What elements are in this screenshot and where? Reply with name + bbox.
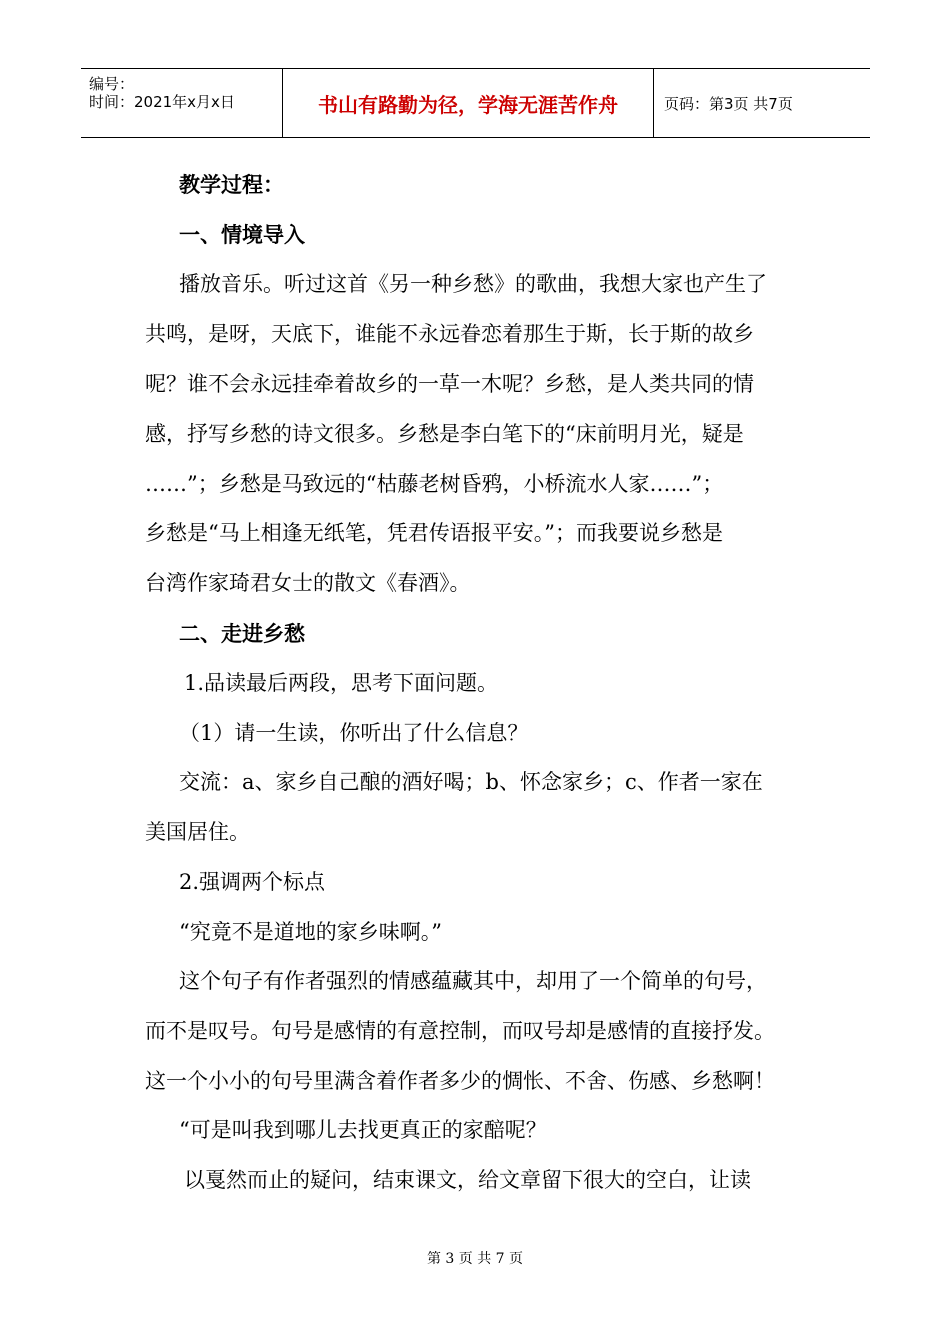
paragraph-line: 以戛然而止的疑问，结束课文，给文章留下很大的空白，让读 — [184, 1168, 751, 1192]
paragraph-line: 交流：a、家乡自己酿的酒好喝；b、怀念家乡；c、作者一家在 — [179, 770, 763, 794]
paragraph-line: 呢？谁不会永远挂牵着故乡的一草一木呢？乡愁，是人类共同的情 — [145, 372, 754, 396]
header-motto: 书山有路勤为径，学海无涯苦作舟 — [283, 69, 654, 137]
page-info-text: 页码：第3页 共7页 — [664, 94, 793, 113]
paragraph-line: 乡愁是“马上相逢无纸笔，凭君传语报平安。”；而我要说乡愁是 — [145, 521, 723, 545]
paragraph-line: 而不是叹号。句号是感情的有意控制，而叹号却是感情的直接抒发。 — [145, 1019, 775, 1043]
paragraph-line: 美国居住。 — [145, 820, 250, 844]
header-page-info — [654, 69, 870, 137]
header-meta — [81, 69, 283, 137]
paragraph-line: ……”；乡愁是马致远的“枯藤老树昏鸦，小桥流水人家……”； — [145, 472, 724, 496]
paragraph-line: 2.强调两个标点 — [179, 870, 326, 894]
section-heading-intro: 一、情境导入 — [179, 222, 305, 247]
section-heading-explore: 二、走进乡愁 — [179, 621, 305, 646]
quote-line: “究竟不是道地的家乡味啊。” — [179, 920, 442, 944]
section-heading-process: 教学过程： — [179, 172, 284, 197]
page-footer: 第 3 页 共 7 页 — [426, 1251, 524, 1267]
number-label: 编号： — [89, 75, 135, 93]
paragraph-line: 播放音乐。听过这首《另一种乡愁》的歌曲，我想大家也产生了 — [179, 272, 767, 296]
quote-line: “可是叫我到哪儿去找更真正的家醅呢？ — [179, 1118, 547, 1142]
paragraph-line: （1）请一生读，你听出了什么信息？ — [179, 721, 529, 745]
paragraph-line: 这个句子有作者强烈的情感蕴藏其中，却用了一个简单的句号， — [179, 969, 767, 993]
date-label: 时间：2021年x月x日 — [89, 93, 235, 111]
paragraph-line: 共鸣，是呀，天底下，谁能不永远眷恋着那生于斯，长于斯的故乡 — [145, 322, 754, 346]
paragraph-line: 1.品读最后两段，思考下面问题。 — [184, 671, 499, 695]
page-header — [81, 68, 870, 138]
paragraph-line: 感，抒写乡愁的诗文很多。乡愁是李白笔下的“床前明月光，疑是 — [145, 422, 744, 446]
paragraph-line: 这一个小小的句号里满含着作者多少的惆怅、不舍、伤感、乡愁啊！ — [145, 1069, 775, 1093]
paragraph-line: 台湾作家琦君女士的散文《春酒》。 — [145, 571, 471, 595]
